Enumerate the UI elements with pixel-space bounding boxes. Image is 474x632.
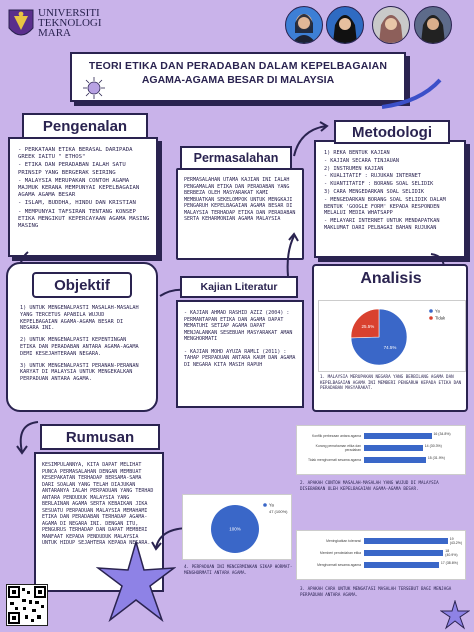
bar-value-label: 17 (38.6%) [440,560,458,565]
title-line1: TEORI ETIKA DAN PERADABAN DALAM KEPELBAGAIAN [88,60,388,72]
bar-value-label: 18 (40.9%) [445,548,458,557]
bar-track [364,457,461,463]
analisis-caption-4: 4. PERPADUAN INI MENCERMINKAN SIKAP HORMAT-MENGHORMATI ANTARA AGAMA. [184,564,293,575]
legend-label: Ya [269,502,274,508]
legend-label: Ya [435,308,440,314]
bar [364,538,448,544]
objektif-panel [14,298,148,406]
pengenalan-title: Pengenalan [22,113,148,139]
person-icon [286,7,322,43]
qr-code[interactable] [6,584,48,626]
bar-row [301,548,461,557]
uitm-logo [6,6,36,46]
university-line1: UNIVERSITI [38,7,100,19]
bar-track [364,562,461,568]
pie-slice-label: 74.5% [383,345,397,351]
pengenalan-item: - MEMPUNYAI TAFSIRAN TENTANG KONSEP ETIKA MENGIKUT KEPERCAYAAN AGAMA MASING MASING [18,208,150,230]
bar-chart-2 [301,431,461,464]
kajian-list [184,310,296,368]
kajian-item: - KAJIAN MOHD AYUZA RAMLI (2011) : TAHAP PERPADUAN ANTARA KAUM DAN AGAMA DI NEGARA KITA MASIH RAPUH [184,348,296,368]
person-icon [415,7,451,43]
analisis-caption-2: 2. APAKAH CONTOH MASALAH-MASALAH YANG WUJUD DI MALAYSIA DISEBABKAN OLEH KEPELBAGAIAN AGAMA-AGAMA BESAR. [300,480,439,491]
objektif-title: Objektif [32,272,132,298]
bar-track [364,538,461,544]
objektif-list [20,305,142,383]
bar-track [364,433,461,439]
bar-value-label: 14 (30.3%) [424,443,442,448]
bar-row [301,536,461,545]
rumusan-title: Rumusan [40,424,160,450]
pengenalan-item: - ISLAM, BUDDHA, HINDU DAN KRISTIAN [18,200,136,207]
metodologi-item: - KUALITATIF : RUJUKAN INTERNET [324,173,421,180]
rumusan-text: KESIMPULANNYA, KITA DAPAT MELIHAT PUNCA PERMASALAHAN DENGAN MEMBUAT KESEPAKATAN TERHADAP BERSAMA-SAMA DARI SOALAN YANG TELAH DIAJUKAN ANTARANYA IALAH PERPADUAN YANG TERHAD ANTARA PENDUDUK MALAYSIA YANG BERLAINAN AGAMA SERTA KEBAIKAN JIKA SESUATU PERPADUAN MALAYSIA MEMAHAMI ETIKA DAN PERADABAN TERHADAP AGAMA-AGAMA DI NEGARA INI. DENGAN ITU, PENGURUS TERHADAP DAN DAPAT MEMBERI MANFAAT KEPADA PENDUDUK MALAYSIA UNTUK HIDUP SEJAHTERA KEPADA NEGARA. [42,462,154,546]
analisis-caption-3: 3. APAKAH CARA UNTUK MENGATASI MASALAH TERSEBUT BAGI MENJAGA PERPADUAN ANTARA AGAMA. [300,586,452,597]
university-line2: TEKNOLOGI [38,17,102,29]
university-line3: MARA [38,27,72,39]
star-decoration-icon [96,540,176,626]
bar [364,433,432,439]
metodologi-item: 3) CARA MENGEDARKAN SOAL SELIDIK [324,188,424,195]
bar-category-label: Kurang pemahaman etika dan peradaban [315,443,361,452]
pengenalan-panel [8,137,158,257]
analisis-caption-1: 1. MALAYSIA MERUPAKAN NEGARA YANG BERBILANG AGAMA DAN KEPELBAGAIAN AGAMA INI MEMBERI PENGARUH KEPADA ETIKA DAN PERADABAN MASYARAKAT. [320,374,462,390]
pie-slice-label: 25.5% [361,323,375,329]
arrow-icon [282,232,304,277]
pengenalan-list [18,147,150,230]
pengenalan-item: - MALAYSIA MERUPAKAN CONTOH AGAMA MAJMUK KERANA MEMPUNYAI KEPELBAGAIAN AGAMA AGAMA BESAR [18,177,140,199]
person-icon [327,7,363,43]
bar-row [301,455,461,464]
metodologi-item: - MELAYARI INTERNET UNTUK MENDAPATKAN MAKLUMAT DARI PELBAGAI BAHAN RUJUKAN [324,218,440,231]
bar [364,457,426,463]
kajian-title: Kajian Literatur [180,276,298,298]
metodologi-panel [314,140,466,258]
pie-slice-label: 100% [229,526,241,532]
kajian-item: - KAJIAN AHMAD RASHID AZIZ (2004) : PERMANTAPAN ETIKA DAN AGAMA DAPAT MEMATUHI SETIAP AGAMA DAPAT MENJALANKAN SESEBUAH MASYARAKAT AMAN MENGHORMATI [184,310,293,342]
bar-value-label: 15 (31.9%) [427,455,445,460]
bar-track [364,445,461,451]
metodologi-item: - KAJIAN SECARA TINJAUAN [324,157,399,164]
chart-2-box [296,425,466,475]
permasalahan-title: Permasalahan [180,146,292,170]
bar-category-label: Memberi pendedahan etika [319,550,361,555]
university-name [38,8,102,38]
bar-value-label: 19 (43.2%) [449,536,462,545]
bar-value-label: 16 (34.8%) [433,431,451,436]
member-photo-2 [326,6,364,44]
member-photo-1 [285,6,323,44]
arrow-icon [290,120,330,160]
legend-marker [429,309,433,313]
virus-icon [82,76,106,100]
title-line2: AGAMA-AGAMA BESAR DI MALAYSIA [141,74,335,86]
bar-category-label: Menghormati sesama agama [317,562,361,567]
legend-marker [429,316,433,320]
pie-count-label: 47 (100%) [269,509,288,514]
member-photo-4 [414,6,452,44]
chart-3-box [296,530,466,580]
metodologi-item: - KUANTITATIF : BORANG SOAL SELIDIK [324,181,434,188]
chart-4-box [182,494,292,560]
uitm-crest-icon [6,6,36,46]
arrow-icon [8,418,48,456]
bar-row [301,431,461,440]
kajian-panel [176,300,304,408]
member-photo-3 [372,6,410,44]
bar-category-label: Tidak menghormati sesama agama [307,457,361,462]
bar-chart-3 [301,536,461,569]
curved-arrow-icon [380,72,450,112]
objektif-item: 3) UNTUK MENGENALPASTI PERANAN-PERANAN KARYAT DI MALAYSIA UNTUK MENGEKALKAN PERPADUAN ANTARA AGAMA. [20,362,139,383]
legend-marker [263,503,267,507]
bar-category-label: Konflik perbezaan antara agama [311,433,361,438]
star-decoration-icon [440,600,470,630]
bar-track [364,550,461,556]
pie-chart-1 [319,301,465,371]
metodologi-item: - MENGEDARKAN BORANG SOAL SELIDIK DALAM BENTUK 'GOOGLE FORM' KEPADA RESPONDEN MELALUI MEDIA WHATSAPP [324,196,446,217]
metodologi-list [324,150,458,232]
bar-row [301,443,461,452]
bar [364,445,423,451]
permasalahan-text: PERMASALAHAN UTAMA KAJIAN INI IALAH PENGAMALAN ETIKA DAN PERADABAN YANG BERBEZA OLEH MASYARAKAT KAMI MEMBUATKAN SEKELOMPOK UNTUK MENGKAJI PENGARUH KEPELBAGAIAN AGAMA BESAR DI MALAYSIA TERHADAP ETIKA DAN PERADABAN SERTA KEHARMONIAN AGAMA MALAYSIA [184,177,296,222]
pie-chart-4 [183,495,291,559]
pengenalan-item: - PERKATAAN ETIKA BERASAL DARIPADA GREEK IAITU " ETHOS" [18,147,133,161]
bar [364,550,443,556]
poster-title [70,52,406,102]
metodologi-item: 1) REKA BENTUK KAJIAN [324,150,390,156]
qr-code-icon [7,585,47,625]
pengenalan-item: - ETIKA DAN PERADABAN IALAH SATU PRINSIP YANG BERGERAK SEIRING [18,162,126,176]
chart-1-box [318,300,466,372]
analisis-title: Analisis [360,270,422,287]
bar [364,562,439,568]
bar-row [301,560,461,569]
legend-label: Tidak [435,315,446,321]
metodologi-title: Metodologi [334,120,450,144]
person-icon [373,7,409,43]
objektif-item: 1) UNTUK MENGENALPASTI MASALAH-MASALAH YANG TERCETUS APABILA WUJUD KEPELBAGAIAN AGAMA-AGAMA BESAR DI NEGARA INI. [20,305,139,332]
objektif-item: 2) UNTUK MENGENALPASTI KEPENTINGAN ETIKA DAN PERADABAN ANTARA AGAMA-AGAMA DEMI KESEJAHTERAAN NEGARA. [20,337,139,357]
metodologi-item: 2) INSTRUMEN KAJIAN [324,165,384,172]
bar-category-label: Meningkatkan toleransi [326,538,361,543]
